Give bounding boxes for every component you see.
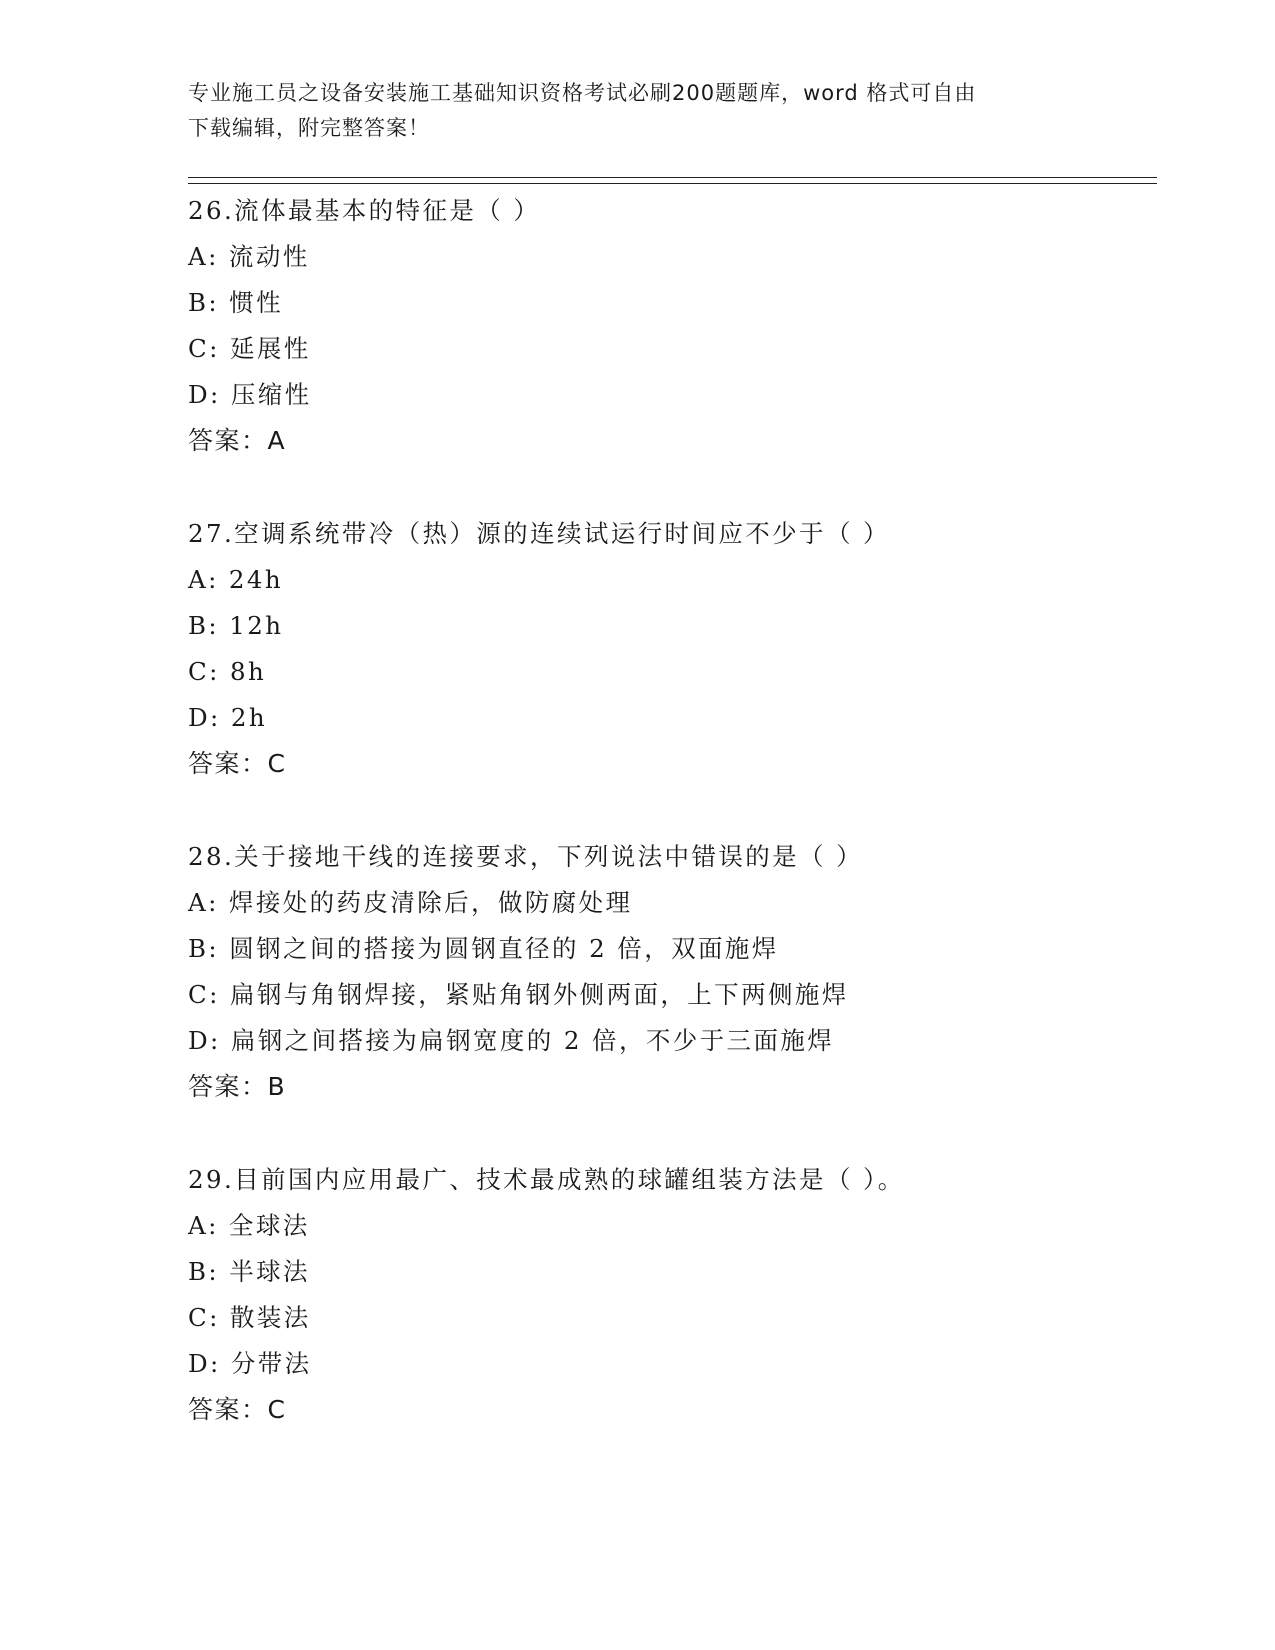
question-28	[188, 834, 1148, 1110]
option-d: D: 分带法	[188, 1349, 312, 1378]
header-divider-top	[188, 177, 1157, 178]
question-stem: 29.目前国内应用最广、技术最成熟的球罐组装方法是（ ）。	[188, 1165, 905, 1194]
answer-line: 答案：C	[188, 1395, 287, 1424]
option-c: C: 散装法	[188, 1303, 311, 1332]
option-c: C: 8h	[188, 657, 267, 686]
option-b: B: 12h	[188, 611, 284, 640]
question-27	[188, 511, 1148, 787]
option-b: B: 圆钢之间的搭接为圆钢直径的 2 倍，双面施焊	[188, 934, 779, 963]
question-stem: 27.空调系统带冷（热）源的连续试运行时间应不少于（ ）	[188, 519, 890, 548]
document-header	[188, 76, 1068, 146]
option-b: B: 惯性	[188, 288, 284, 317]
option-c: C: 扁钢与角钢焊接，紧贴角钢外侧两面，上下两侧施焊	[188, 980, 849, 1009]
intro-line-1: 专业施工员之设备安装施工基础知识资格考试必刷200题题库，word 格式可自由	[188, 81, 977, 105]
option-a: A: 24h	[188, 565, 284, 594]
question-26	[188, 188, 1148, 464]
option-a: A: 焊接处的药皮清除后，做防腐处理	[188, 888, 633, 917]
answer-line: 答案：B	[188, 1072, 287, 1101]
intro-line-2: 下载编辑，附完整答案！	[188, 116, 430, 140]
option-b: B: 半球法	[188, 1257, 310, 1286]
answer-line: 答案：A	[188, 426, 287, 455]
option-d: D: 2h	[188, 703, 268, 732]
header-divider-bottom	[188, 183, 1157, 184]
option-d: D: 扁钢之间搭接为扁钢宽度的 2 倍，不少于三面施焊	[188, 1026, 835, 1055]
question-stem: 28.关于接地干线的连接要求，下列说法中错误的是（ ）	[188, 842, 864, 871]
option-a: A: 流动性	[188, 242, 310, 271]
question-list	[188, 188, 1148, 1480]
question-stem: 26.流体最基本的特征是（ ）	[188, 196, 541, 225]
answer-line: 答案：C	[188, 749, 287, 778]
option-c: C: 延展性	[188, 334, 311, 363]
option-a: A: 全球法	[188, 1211, 310, 1240]
option-d: D: 压缩性	[188, 380, 312, 409]
question-29	[188, 1157, 1148, 1433]
